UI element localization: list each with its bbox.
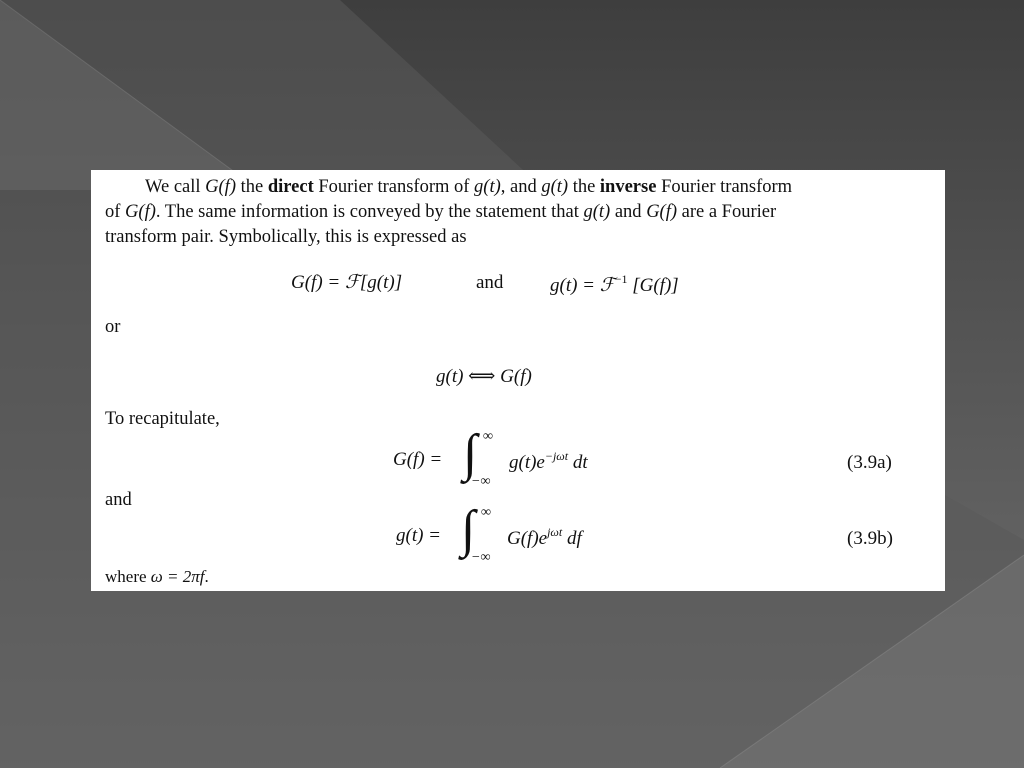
equation-3-9b-lhs: g(t) = <box>396 525 442 546</box>
equation-3-9b-integrand <box>507 526 582 548</box>
text: Fourier transform of <box>313 177 475 197</box>
equation-number-3-9b: (3.9b) <box>847 528 893 549</box>
integral-upper-limit: ∞ <box>483 429 493 444</box>
para-line-1 <box>145 178 792 197</box>
math-G-f: G(f) <box>125 202 156 222</box>
math-differential: df <box>566 528 582 549</box>
math-integrand: G(f)e <box>507 528 548 549</box>
equation-fourier-transform: G(f) = ℱ[g(t)] <box>291 272 403 293</box>
text: , and <box>500 177 542 197</box>
equation-fourier-pair: g(t) ⟺ G(f) <box>436 366 532 387</box>
math-G-f: G(f) <box>205 177 236 197</box>
integral-lower-limit: −∞ <box>471 550 491 565</box>
text: are a Fourier <box>677 202 777 222</box>
math-exponent: jωt <box>547 525 563 539</box>
text: and <box>610 202 647 222</box>
text: where <box>105 567 151 586</box>
where-line <box>105 568 209 585</box>
math-integrand: g(t)e <box>509 452 545 473</box>
para-line-3: transform pair. Symbolically, this is expressed as <box>105 227 467 247</box>
text: of <box>105 202 126 222</box>
or-label: or <box>105 317 121 337</box>
textbook-excerpt <box>91 170 945 591</box>
and-label: and <box>105 490 132 510</box>
integral-sign: ∫ <box>461 501 476 558</box>
math-g-t: g(t) <box>541 177 569 197</box>
equation-inverse-transform <box>550 273 679 295</box>
integral-lower-limit: −∞ <box>471 474 491 489</box>
integral-upper-limit: ∞ <box>481 505 491 520</box>
math-superscript: −1 <box>614 272 628 286</box>
math-G-f: G(f) <box>646 202 678 222</box>
equation-and-label: and <box>476 272 504 293</box>
math-rhs: [G(f)] <box>632 275 679 296</box>
math-differential: dt <box>572 452 588 473</box>
equation-3-9a-integrand <box>509 450 588 472</box>
text: . <box>204 567 209 586</box>
text: . The same information is conveyed by the statement that <box>155 202 584 222</box>
para-line-2 <box>105 203 776 222</box>
text: the <box>568 177 600 197</box>
math-g-t: g(t) <box>474 177 501 197</box>
equation-3-9a-lhs: G(f) = <box>393 449 443 470</box>
math-g-t: g(t) <box>583 202 611 222</box>
math-omega-definition: ω = 2πf <box>150 567 205 586</box>
math-exponent: −jωt <box>544 449 569 463</box>
recapitulate-label: To recapitulate, <box>105 409 220 429</box>
integral-sign: ∫ <box>463 425 478 482</box>
equation-number-3-9a: (3.9a) <box>847 452 892 473</box>
math-lhs: g(t) = ℱ <box>550 275 615 296</box>
text: Fourier transform <box>656 177 793 197</box>
text: We call <box>145 177 206 197</box>
term-direct: direct <box>267 177 314 197</box>
term-inverse: inverse <box>599 177 657 197</box>
text: the <box>235 177 268 197</box>
